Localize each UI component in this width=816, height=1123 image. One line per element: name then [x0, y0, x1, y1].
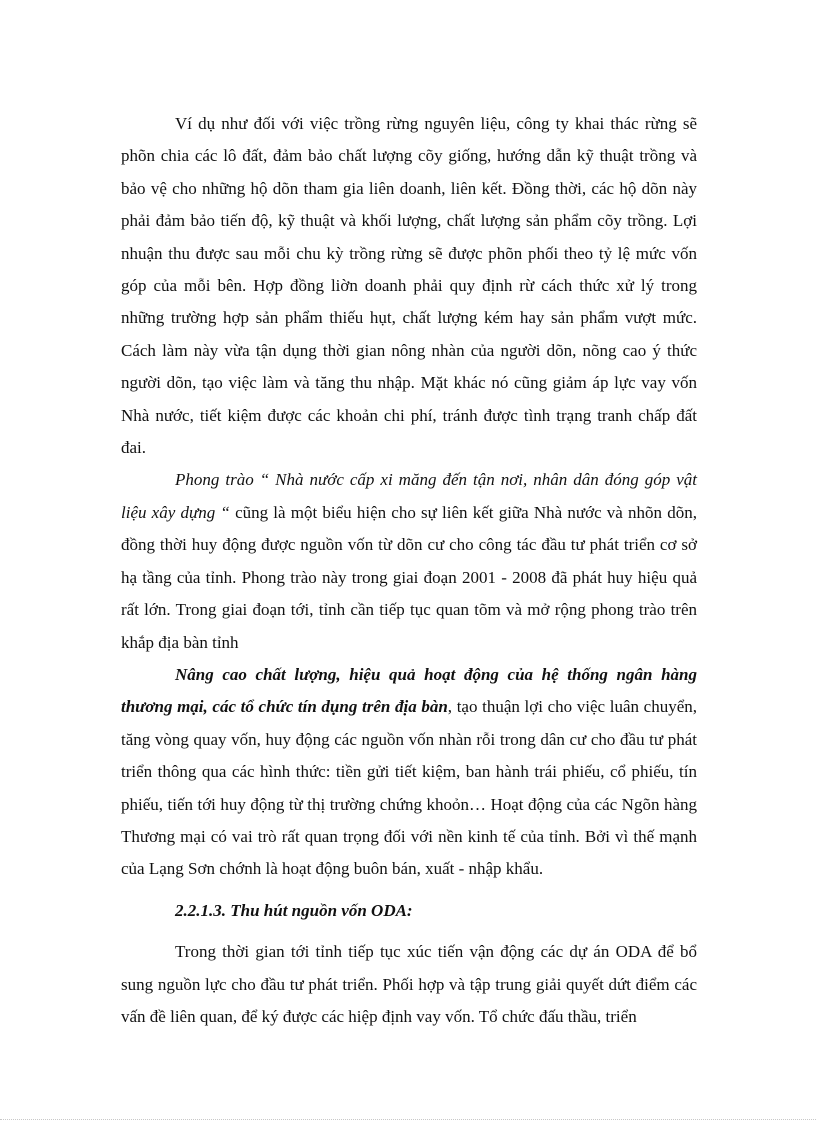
banking-emphasis: Nâng cao chất lượng, hiệu quả hoạt động của hệ thống ngân hàng thương mại, các tổ chức tín dụng trên địa bàn	[121, 664, 697, 717]
paragraph-forestry-example: Ví dụ như đối với việc trồng rừng nguyên liệu, công ty khai thác rừng sẽ phõn chia các lô đất, đảm bảo chất lượng cõy giống, hướng dẫn kỹ thuật trồng và bảo vệ cho những hộ dõn tham gia liên doanh, liên kết. Đồng thời, các hộ dõn này phải đảm bảo tiến độ, kỹ thuật và khối lượng, chất lượng sản phẩm cõy trồng. Lợi nhuận thu được sau mỗi chu kỳ trồng rừng sẽ được phõn phối theo tỷ lệ mức vốn góp của mỗi bên. Hợp đồng liờn doanh phải quy định rừ cách thức xử lý trong những trường hợp sản phẩm thiếu hụt, chất lượng kém hay sản phẩm vượt mức. Cách làm này vừa tận dụng thời gian nông nhàn của người dõn, nõng cao ý thức người dõn, tạo việc làm và tăng thu nhập. Mặt khác nó cũng giảm áp lực vay vốn Nhà nước, tiết kiệm được các khoản chi phí, tránh được tình trạng tranh chấp đất đai.	[121, 114, 697, 458]
paragraph-oda: Trong thời gian tới tỉnh tiếp tục xúc tiến vận động các dự án ODA để bổ sung nguồn lực cho đầu tư phát triển. Phối hợp và tập trung giải quyết dứt điểm các vấn đề liên quan, để ký được các hiệp định vay vốn. Tổ chức đấu thầu, triển	[121, 942, 697, 1026]
page-border-divider	[0, 1119, 816, 1120]
movement-name: Phong trào “ Nhà nước cấp xi măng đến tận nơi, nhân dân đóng góp vật liệu xây dựng “	[121, 470, 697, 522]
banking-text: , tạo thuận lợi cho việc luân chuyển, tăng vòng quay vốn, huy động các nguồn vốn nhàn rỗi trong dân cư cho đầu tư phát triển thông qua các hình thức: tiền gửi tiết kiệm, ban hành trái phiếu, cổ phiếu, tín phiếu, tiến tới huy động từ thị trường chứng khoỏn… Hoạt động của các Ngõn hàng Thương mại có vai trò rất quan trọng đối với nền kinh tế của tỉnh. Bởi vì thế mạnh của Lạng Sơn chớnh là hoạt động buôn bán, xuất - nhập khẩu.	[121, 697, 697, 879]
section-heading-oda: 2.2.1.3. Thu hút nguồn vốn ODA:	[175, 900, 413, 920]
paragraph-cement-movement	[121, 464, 697, 658]
movement-text: cũng là một biểu hiện cho sự liên kết giữa Nhà nước và nhõn dõn, đồng thời huy động được nguồn vốn từ dõn cư cho công tác đầu tư phát triển cơ sở hạ tầng của tỉnh. Phong trào này trong giai đoạn 2001 - 2008 đã phát huy hiệu quả rất lớn. Trong giai đoạn tới, tỉnh cần tiếp tục quan tõm và mở rộng phong trào trên khắp địa bàn tỉnh	[121, 502, 697, 652]
paragraph-banking	[121, 659, 697, 886]
document-body	[121, 108, 697, 1033]
